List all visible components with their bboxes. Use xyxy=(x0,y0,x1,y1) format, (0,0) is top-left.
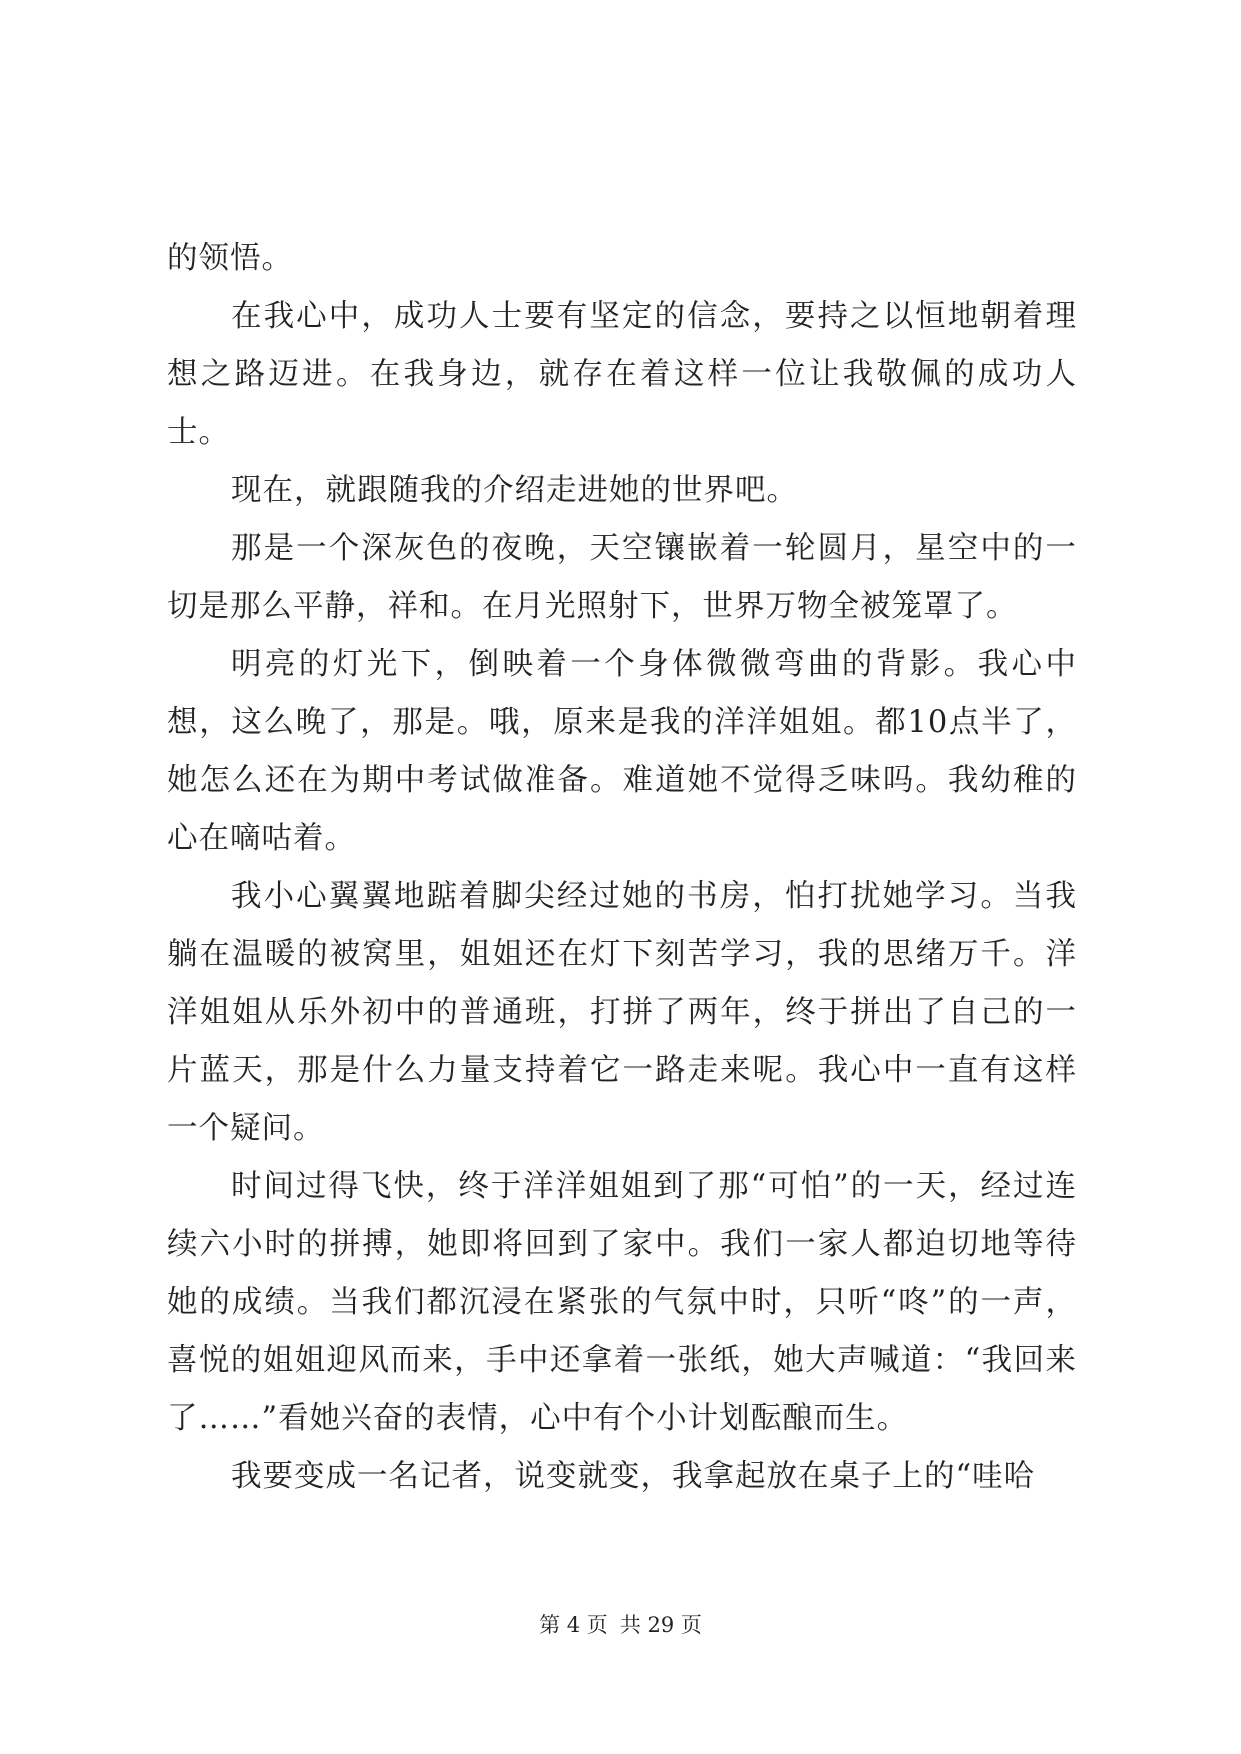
page-number: 第 4 页 xyxy=(539,1613,608,1637)
paragraph-2: 在我心中，成功人士要有坚定的信念，要持之以恒地朝着理想之路迈进。在我身边，就存在着这样一位让我敬佩的成功人士。 xyxy=(167,299,1077,450)
page-total: 共 29 页 xyxy=(619,1613,702,1637)
body-text xyxy=(167,230,1077,1506)
paragraph-6: 我小心翼翼地踮着脚尖经过她的书房，怕打扰她学习。当我躺在温暖的被窝里，姐姐还在灯下刻苦学习，我的思绪万千。洋洋姐姐从乐外初中的普通班，打拼了两年，终于拼出了自己的一片蓝天，那是什么力量支持着它一路走来呢。我心中一直有这样一个疑问。 xyxy=(167,879,1077,1146)
paragraph-4: 那是一个深灰色的夜晚，天空镶嵌着一轮圆月，星空中的一切是那么平静，祥和。在月光照射下，世界万物全被笼罩了。 xyxy=(167,531,1077,624)
paragraph-3: 现在，就跟随我的介绍走进她的世界吧。 xyxy=(231,473,798,508)
paragraph-8: 我要变成一名记者，说变就变，我拿起放在桌子上的“哇哈 xyxy=(231,1459,1036,1494)
paragraph-1: 的领悟。 xyxy=(167,241,293,276)
paragraph-5: 明亮的灯光下，倒映着一个身体微微弯曲的背影。我心中想，这么晚了，那是。哦，原来是我的洋洋姐姐。都10点半了，她怎么还在为期中考试做准备。难道她不觉得乏味吗。我幼稚的心在嘀咕着。 xyxy=(167,647,1077,856)
page-footer xyxy=(0,1610,1241,1640)
paragraph-7: 时间过得飞快，终于洋洋姐姐到了那“可怕”的一天，经过连续六小时的拼搏，她即将回到了家中。我们一家人都迫切地等待她的成绩。当我们都沉浸在紧张的气氛中时，只听“咚”的一声，喜悦的姐姐迎风而来，手中还拿着一张纸，她大声喊道：“我回来了……”看她兴奋的表情，心中有个小计划酝酿而生。 xyxy=(167,1169,1077,1436)
